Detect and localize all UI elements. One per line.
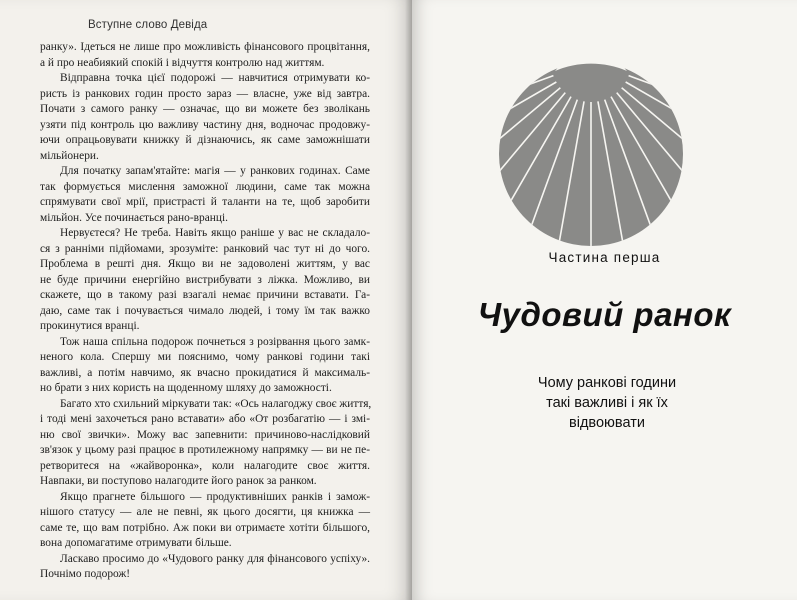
text-line: спрямувати свої мрії, пристрасті й таланти на те, щоб заробити [40, 196, 370, 208]
text-line: нішого статусу — але не певні, як цього досягти, ця книжка — [40, 506, 370, 518]
text-line: неного кола. Спершу ми пояснимо, чому ранкові години такі [40, 351, 370, 363]
text-line: Нервуєтеся? Не треба. Навіть якщо раніше у вас не складало- [60, 227, 370, 239]
text-line: Проблема в решті дня. Якщо ви не задоволені життям, у вас [40, 258, 370, 270]
text-line: но брати з них користь на щоденному шляху до заможності. [40, 382, 332, 394]
text-line: прокинутися вранці. [40, 320, 140, 332]
text-line: ючи опрацьовувати книжку й дізнаючись, як саме заможнішати [40, 134, 370, 146]
text-line: Навпаки, ви поступово налагодите його ранок за ранком. [40, 475, 317, 487]
body-text [40, 40, 370, 583]
text-line: Почнімо подорож! [40, 568, 131, 580]
text-line: Ласкаво просимо до «Чудового ранку для фінансового успіху». [60, 552, 370, 565]
text-line: і тоді мені захочеться рано вставати» або «От розбагатію — і змі- [40, 413, 370, 425]
text-line: скажете, що в такому разі взагалі немає причини вставати. Га- [40, 289, 370, 301]
text-line: ранку». Ідеться не лише про можливість фінансового процвітання, [40, 41, 370, 53]
text-line: ся з ранніми підйомами, зрозуміте: ранковий час тут ні до чого. [40, 242, 370, 255]
subtitle-line: відвоювати [569, 415, 645, 431]
text-line: Відправна точка цієї подорожі — навчитися отримувати ко- [60, 72, 370, 84]
text-line: вона допомагатиме отримувати більше. [40, 537, 232, 549]
text-line: зв'язок у цьому разі працює в протилежному напрямку — ви не пе- [40, 444, 370, 456]
text-line: Багато хто схильний міркувати так: «Ось налагоджу своє життя, [60, 397, 372, 410]
running-head: Вступне слово Девіда [88, 19, 208, 31]
text-line: мільйон. Усе починається рано-вранці. [40, 211, 228, 224]
text-line: так формується мислення заможної людини, саме так можна [40, 180, 370, 193]
text-line: Тож наша спільна подорож почнеться з розірвання цього замк- [60, 335, 370, 348]
part-label: Частина перша [548, 250, 661, 265]
text-line: ретворитеся на «жайворонка», коли налагодите своє життя. [40, 459, 370, 472]
subtitle-line: такі важливі і як їх [546, 395, 668, 411]
text-line: важливі, а потім навчимо, як вчасно прокидатися й максималь- [40, 366, 370, 379]
text-line: узяти під контроль цю важливу частину дня, водночас продовжу- [40, 118, 370, 131]
text-line: Якщо прагнете більшого — продуктивніших ранків і замож- [60, 490, 370, 503]
subtitle-line: Чому ранкові години [537, 375, 677, 391]
text-line: даю, саме так і почувається чимало людей, і тому їм так важко [40, 304, 370, 317]
text-line: мільйонери. [40, 149, 99, 162]
text-line: ню свої звички». Можу вас запевнити: причиново-наслідковий [40, 428, 370, 441]
text-line: не буде причини енергійно вистрибувати з ліжка. Можливо, ви [40, 273, 370, 286]
chapter-title: Чудовий ранок [477, 296, 732, 333]
text-line: саме те, що вам потрібно. Аж поки ви отримаєте хотіти більшого, [40, 521, 370, 534]
chapter-subtitle [512, 373, 702, 433]
text-line: Для початку запам'ятайте: магія — у ранкових годинах. Саме [60, 165, 370, 177]
text-line: Почати з самого ранку — означає, що ви можете без зволікань [40, 103, 370, 115]
text-line: а й про неабиякий спокій і відчуття контролю над життям. [40, 56, 325, 69]
text-line: ристь із ранкових годин просто зараз — власне, уже від завтра. [40, 87, 370, 100]
sunrise-circle-icon [495, 58, 687, 250]
